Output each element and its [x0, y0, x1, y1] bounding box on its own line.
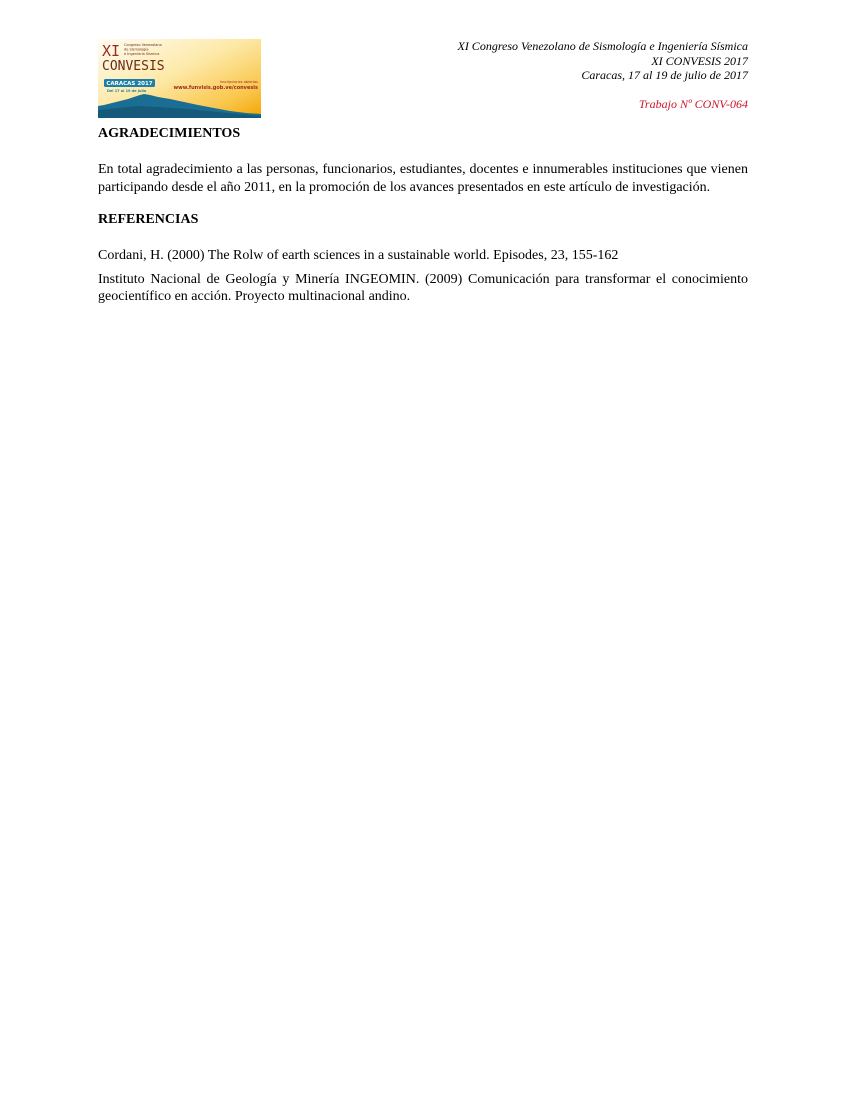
- logo-url: www.funvisis.gob.ve/convesis: [173, 85, 258, 91]
- conference-name: XI Congreso Venezolano de Sismología e Ingeniería Sísmica: [457, 39, 748, 53]
- logo-subtitle-3: e Ingeniería Sísmica: [124, 52, 160, 56]
- logo-subtitle-2: de Sismología: [124, 47, 149, 52]
- convesis-logo: [98, 39, 261, 118]
- acknowledgements-text: En total agradecimiento a las personas, funcionarios, estudiantes, docentes e innumerables instituciones que vienen participando desde el año 2011, en la promoción de los avances presentados en este artículo de investigación.: [98, 162, 748, 195]
- reference-item: Cordani, H. (2000) The Rolw of earth sciences in a sustainable world. Episodes, 23, 155-162: [98, 247, 619, 263]
- references-heading: REFERENCIAS: [98, 212, 199, 228]
- logo-name: CONVESIS: [102, 59, 165, 74]
- conference-edition: XI CONVESIS 2017: [651, 53, 748, 68]
- running-header: [328, 39, 748, 111]
- acknowledgements-heading: AGRADECIMIENTOS: [98, 126, 241, 141]
- reference-item: Instituto Nacional de Geología y Minería INGEOMIN. (2009) Comunicación para transformar el conocimiento geocientífico en acción. Proyecto multinacional andino.: [98, 272, 748, 305]
- logo-registration: Inscripciones abiertas: [219, 80, 258, 84]
- page-body: [98, 125, 748, 306]
- logo-dates: Del 17 al 19 de julio: [107, 89, 147, 93]
- conference-place-date: Caracas, 17 al 19 de julio de 2017: [581, 68, 748, 82]
- logo-city-badge: CARACAS 2017: [106, 81, 153, 87]
- logo-numeral: XI: [102, 42, 121, 60]
- logo-subtitle-1: Congreso Venezolano: [124, 43, 162, 47]
- paper-id: Trabajo Nº CONV-064: [638, 96, 748, 111]
